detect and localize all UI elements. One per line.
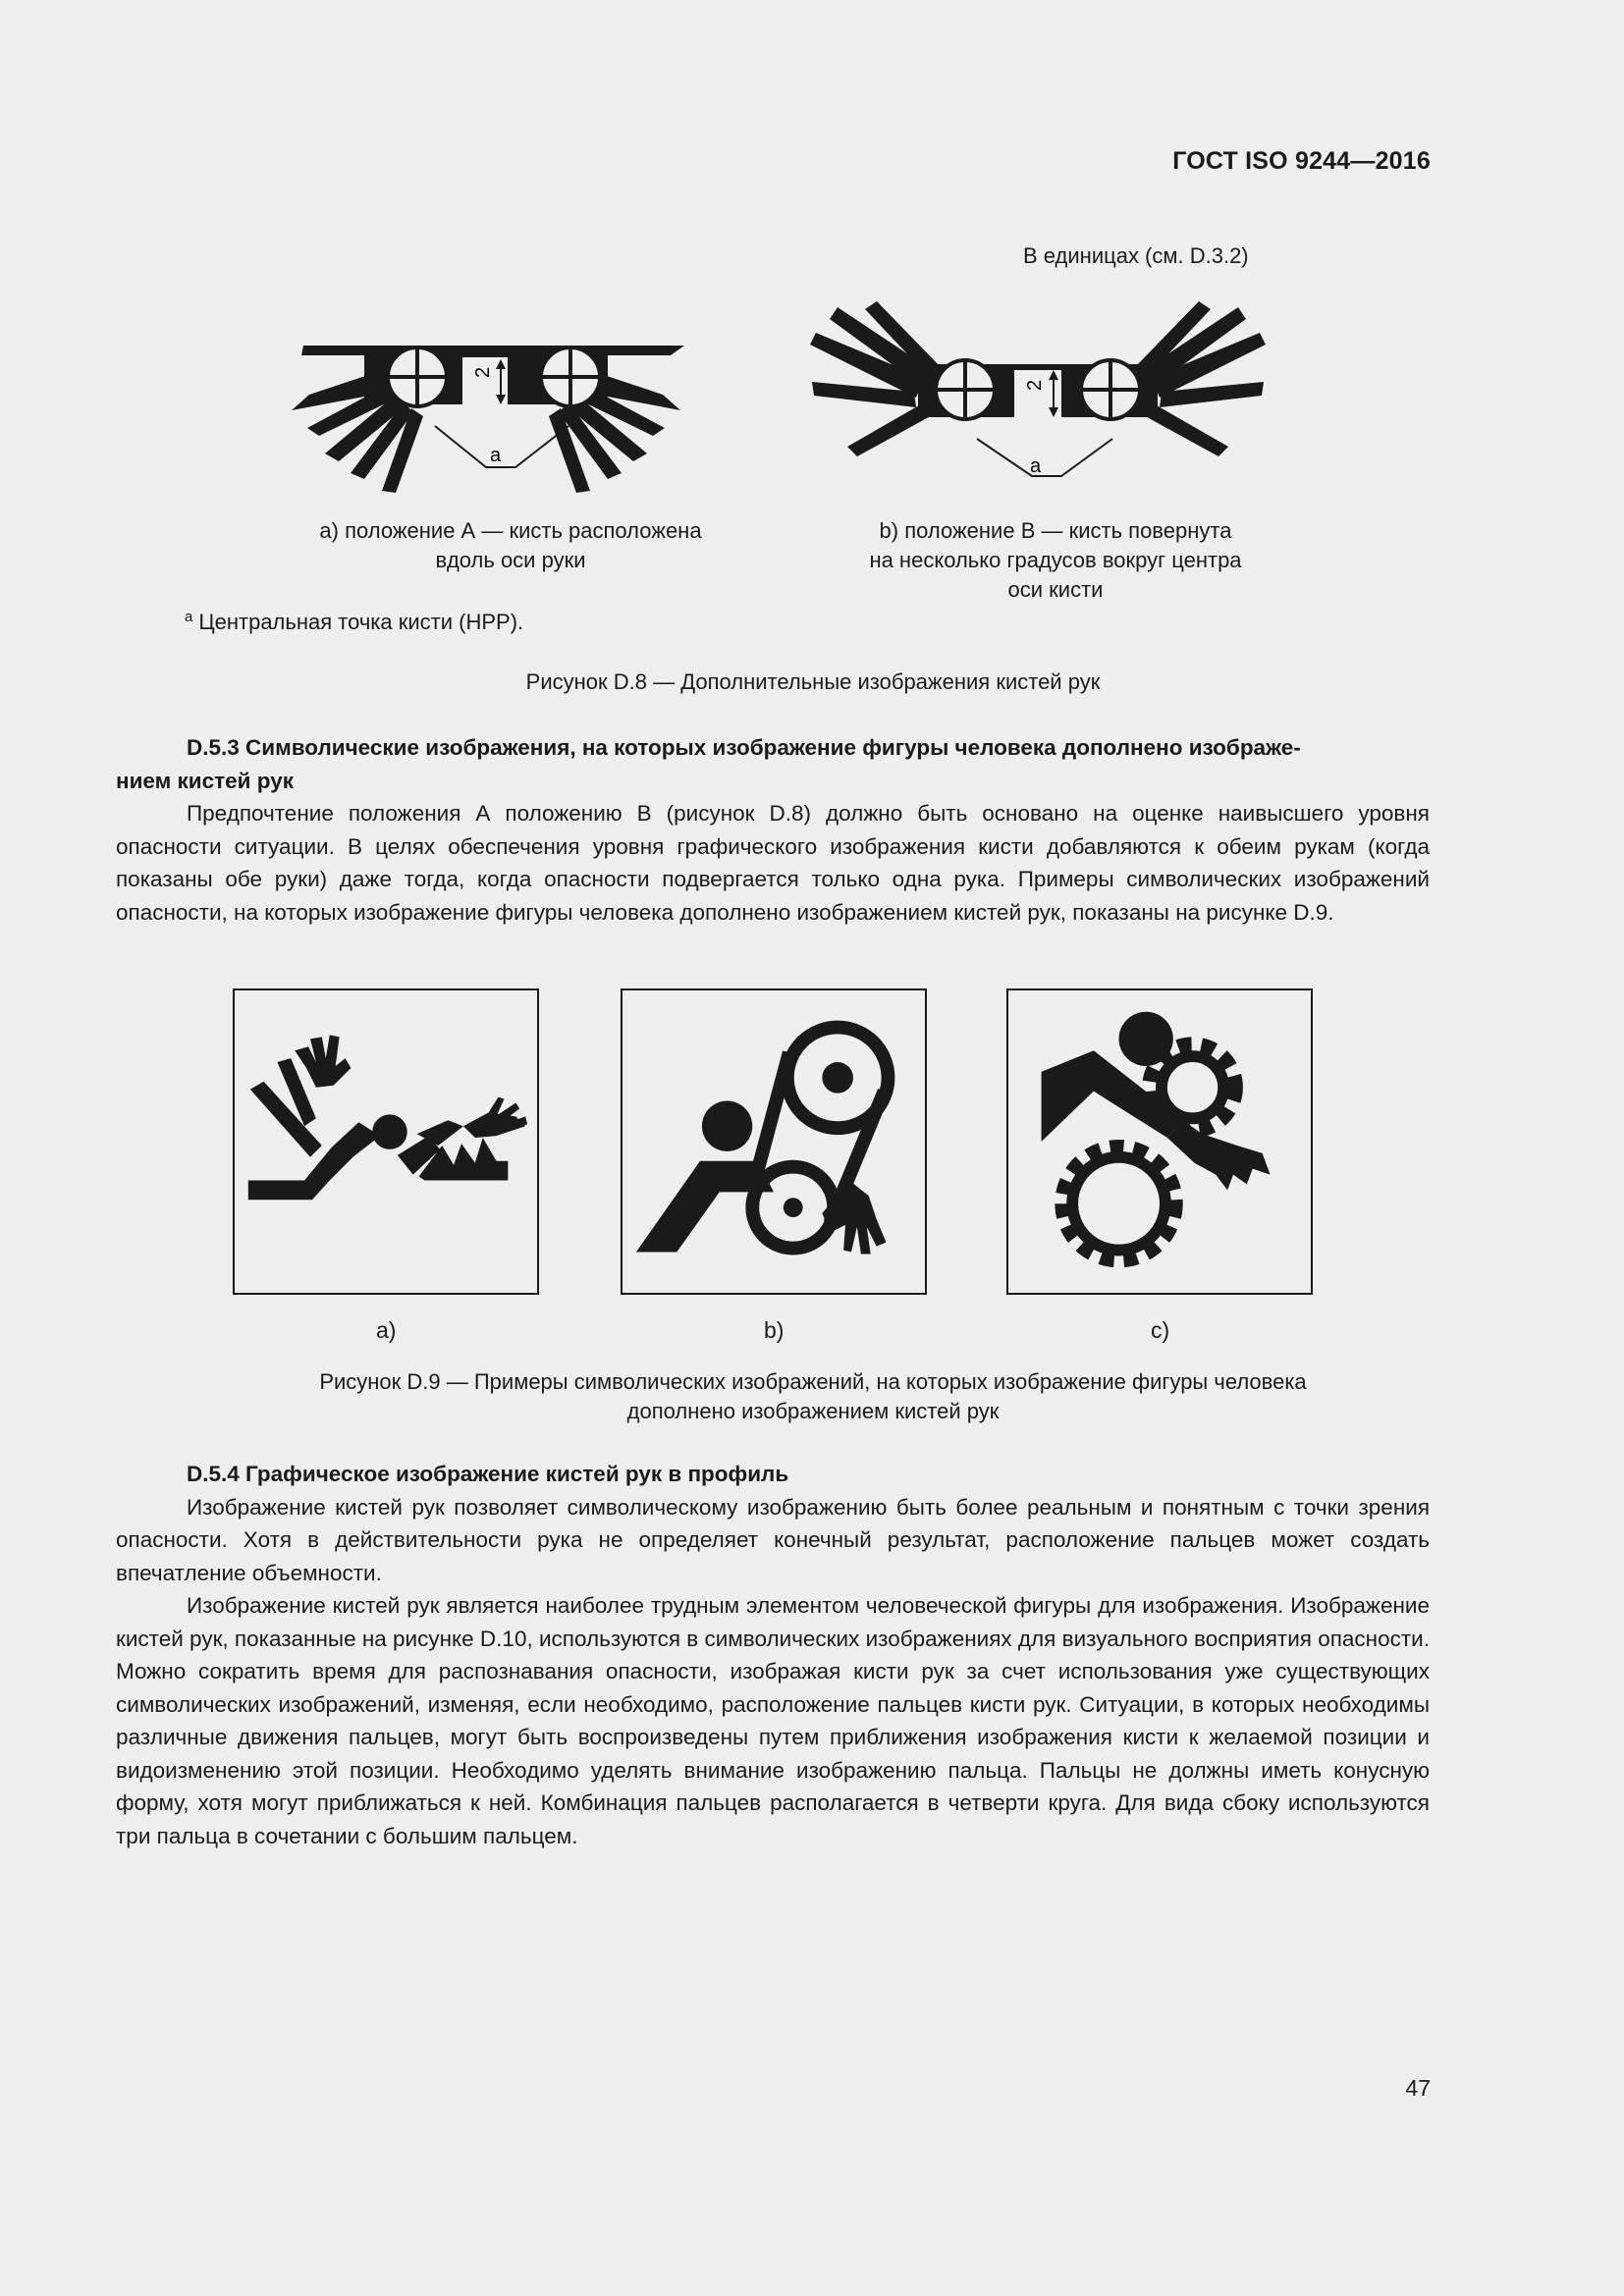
hand-pair-position-b: [808, 299, 1270, 486]
units-note: В единицах (см. D.3.2): [1023, 243, 1249, 268]
document-code: ГОСТ ISO 9244—2016: [1172, 147, 1431, 175]
section-d54-body-1: Изображение кистей рук позволяет символическому изображению быть более реальным и понятным с точки зрения опасности. Хотя в действительности рука не определяет конечный результат, расположение пальцев может создать впечатление объемности.: [116, 1494, 1430, 1585]
page-number: 47: [1405, 2075, 1431, 2101]
sign-label-c: c): [1151, 1317, 1170, 1343]
sign-label-b: b): [764, 1317, 785, 1343]
sign-label-a: a): [376, 1317, 397, 1343]
footnote-marker: a: [185, 609, 193, 625]
section-d54-heading: D.5.4 Графическое изображение кистей рук в профиль: [187, 1462, 789, 1486]
sign-b: [621, 988, 927, 1295]
footnote-text: Центральная точка кисти (HPP).: [198, 610, 524, 634]
section-d53: [116, 731, 1430, 929]
figure-d8-title: Рисунок D.8 — Дополнительные изображения кистей рук: [525, 669, 1101, 694]
dimension-label-b: 2: [1024, 379, 1046, 391]
section-d53-heading-cont: нием кистей рук: [116, 768, 294, 793]
caption-a: a) положение А — кисть расположена вдоль оси руки: [319, 518, 702, 572]
section-d53-body: Предпочтение положения А положению В (рисунок D.8) должно быть основано на оценке наивысшего уровня опасности ситуации. В целях обеспечения уровня графического изображения кисти добавляются к обеим рукам (когда показаны обе руки) даже тогда, когда опасности подвергается только одна рука. Примеры символических изображений опасности, на которых изображение фигуры человека дополнено изображением кистей рук, показаны на рисунке D.9.: [116, 801, 1430, 925]
section-d54: [116, 1458, 1430, 1852]
caption-b: b) положение B — кисть повернута на несколько градусов вокруг центра оси кисти: [869, 518, 1242, 602]
dimension-label-a: 2: [472, 366, 494, 378]
point-label-a: a: [490, 445, 502, 466]
hand-pair-position-a: [280, 334, 692, 501]
point-label-b: a: [1030, 455, 1042, 477]
figure-d9-title: Рисунок D.9 — Примеры символических изображений, на которых изображение фигуры человека дополнено изображением кистей рук: [319, 1369, 1307, 1423]
footnote: [185, 609, 523, 635]
section-d53-heading: D.5.3 Символические изображения, на которых изображение фигуры человека дополнено изображе-: [187, 735, 1301, 760]
sign-a: [233, 988, 539, 1295]
gears-hand-icon: [1008, 990, 1311, 1293]
falling-person-hand-icon: [235, 990, 537, 1293]
belt-drive-hand-icon: [623, 990, 925, 1293]
section-d54-body-2: Изображение кистей рук является наиболее трудным элементом человеческой фигуры для изображения. Изображение кистей рук, показанные на рисунке D.10, используются в символических изображениях для визуального восприятия опасности. Можно сократить время для распознавания опасности, изображая кисти рук за счет использования уже существующих символических изображений, изменяя, если необходимо, расположение пальцев кисти рук. Ситуации, в которых необходимы различные движения пальцев, могут быть воспроизведены путем приближения изображения кисти к желаемой позиции и видоизменению этой позиции. Необходимо уделять внимание изображению пальца. Пальцы не должны иметь конусную форму, хотя могут приближаться к ней. Комбинация пальцев располагается в четверти круга. Для вида сбоку используются три пальца в сочетании с большим пальцем.: [116, 1593, 1430, 1848]
sign-c: [1006, 988, 1313, 1295]
